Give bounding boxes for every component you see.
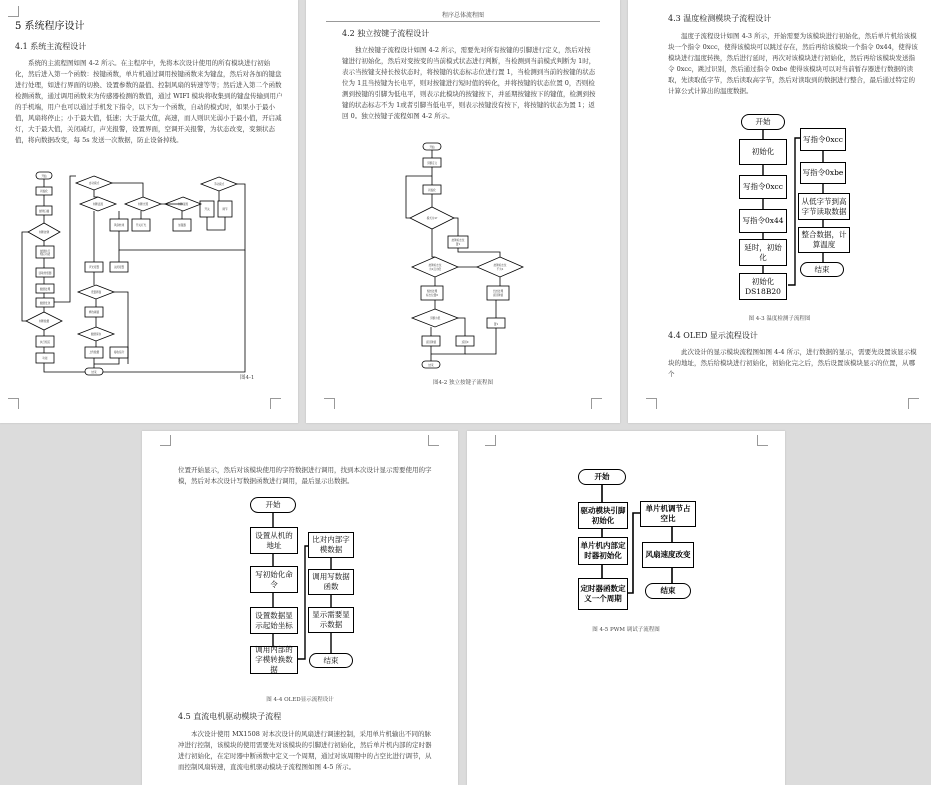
- document-page-1: [0, 0, 298, 423]
- flow-duty-cycle: 单片机调节占空比: [640, 501, 696, 527]
- svg-text:开关灯光: 开关灯光: [135, 224, 147, 227]
- section-heading: 4.1 系统主流程设计: [15, 42, 87, 51]
- svg-text:开始: 开始: [41, 175, 47, 178]
- document-page-4: [142, 431, 458, 785]
- flow-cmd-be: 写指令0xbe: [800, 162, 846, 184]
- svg-text:判断按键: 判断按键: [38, 231, 50, 234]
- svg-text:按键扫描: 按键扫描: [38, 210, 50, 213]
- section-heading: 4.3 温度检测模块子流程设计: [668, 14, 772, 23]
- flow-set-position: 设置数据显示起始坐标: [250, 607, 298, 634]
- svg-text:判断光照: 判断光照: [137, 203, 149, 206]
- svg-text:置1: 置1: [493, 323, 499, 326]
- svg-text:按键执行: 按键执行: [39, 250, 51, 253]
- svg-text:读取传感器: 读取传感器: [38, 272, 52, 275]
- figure-caption: 图 4-5 PWM 调试子流程图: [592, 627, 660, 633]
- svg-text:调节: 调节: [222, 208, 228, 211]
- svg-text:返回键值: 返回键值: [425, 341, 437, 344]
- body-paragraph: 本次设计使用 MX1508 对本次设计的风扇进行调速控制，采用单片机输出不同的脉冲进行控制，该模块的使用需要先对该模块的引脚进行初始化，然后单片机内部的定时器进行初始化，在定时器中断函数中定义一个周期，通过对该周期中的占空比进行调节，从而控制风扇转速，直流电机驱动模块子流程图如图 4-5 所示。: [178, 730, 432, 771]
- flow-delay-init: 延时，初始化: [739, 239, 787, 266]
- flow-call-write: 调用写数据函数: [308, 569, 354, 595]
- svg-text:上传数据: 上传数据: [88, 351, 100, 354]
- flow-start: 开始: [250, 497, 296, 513]
- svg-text:开关: 开关: [204, 208, 210, 211]
- main-flowchart: [0, 0, 298, 423]
- svg-text:功能: 功能: [42, 357, 48, 360]
- flow-end: 结束: [645, 583, 691, 599]
- svg-text:设置界面: 设置界面: [90, 291, 102, 294]
- svg-text:数据发送: 数据发送: [39, 302, 51, 305]
- flow-init: 初始化: [739, 139, 787, 165]
- svg-text:置1: 置1: [455, 243, 461, 246]
- flow-end: 结束: [800, 262, 844, 277]
- flow-start: 开始: [578, 469, 626, 485]
- svg-text:修改阈值: 修改阈值: [88, 311, 100, 314]
- corner-mark: [324, 398, 335, 409]
- svg-text:引脚定义: 引脚定义: [426, 162, 438, 165]
- svg-text:标志位置0: 标志位置0: [425, 294, 439, 297]
- body-paragraph: 独立按键子流程设计如图 4-2 所示，需要先对所有按键的引脚进行定义，然后对按键进行初始化，然后对变按变的当前模式状态进行判断，当检测到当前模式判断为 1时，表示当按键支持长按状态时，将按键的状态标志位进行置 1，当检测到当前的按键的状态位为 1且当按键为长电平，则对按键进行短时值的转化，并将按键的状态位置 0，否则检测到按键的引脚为低电平，则表示此模块的按键按下，并延期按键按下的键值，检测到按键的状态标志不为 1或者引脚当低电平，则表示按键没有按下，将按键的状态为置 1；返回 0。独立按键子流程如图 4-2 所示。: [342, 46, 596, 120]
- document-page-3: [628, 0, 931, 423]
- corner-mark: [908, 398, 919, 409]
- svg-text:接收指令: 接收指令: [113, 351, 125, 354]
- svg-text:判断温度: 判断温度: [92, 203, 104, 206]
- flow-call-font: 调用内部的字模转换数据: [250, 646, 298, 674]
- flow-end: 结束: [309, 653, 353, 668]
- flow-write-init-cmd: 写初始化命令: [250, 566, 298, 593]
- svg-text:风扇转速: 风扇转速: [113, 224, 125, 227]
- svg-text:结束: 结束: [428, 364, 434, 367]
- body-paragraph: 系统的主流程图如图 4-2 所示。在主程序中，先将本次设计使用的所有模块进行初始化，然后进入第一个函数：按键函数，单片机通过调用按键函数来为键盘，然后对各加的键盘进行处理，如进行界面的切换、设置参数的最值、控制风扇的转速等等；然后进入第二个函数检测函数，通过调用函数来为传感器检测的数值，通过 WIFI 模块将收集到的键盘传输到用户的手机端，用户也可以通过手机发下指令，以下为一个函数，自动的模式时，如果小于最小值，风扇将停止；小于最大值，低速；大于最大值，高速，而人则识光弱小于最小值，开启减灯，大于最大值，关闭减灯，声光报警，设置界面，空调开关报警，为状态改变，变频状态值，将向数据改变，每 5s 发送一次数据，防止设备掉线。: [15, 59, 283, 144]
- svg-text:加湿器: 加湿器: [178, 224, 186, 227]
- flow-cmd-cc: 写指令0xcc: [739, 175, 787, 199]
- flow-set-address: 设置从机的地址: [250, 527, 298, 554]
- corner-mark: [8, 6, 19, 17]
- corner-mark: [591, 398, 602, 409]
- body-paragraph: 位置开始显示，然后对该模块使用的字符数据进行调用，找到本次设计显示需要使用的字模，然后对本次设计写数据函数进行调用，最后显示出数据。: [178, 466, 432, 485]
- svg-text:按键标志位: 按键标志位: [451, 239, 465, 242]
- svg-text:按键标志位: 按键标志位: [428, 264, 442, 267]
- svg-text:为1且为低: 为1且为低: [428, 268, 442, 271]
- svg-text:判断数据: 判断数据: [38, 320, 50, 323]
- key-flowchart: [306, 0, 620, 423]
- svg-text:执行相应: 执行相应: [39, 341, 51, 344]
- document-page-5: [467, 431, 785, 785]
- svg-text:返回键值: 返回键值: [492, 294, 504, 297]
- flow-cmd-44: 写指令0x44: [739, 209, 787, 233]
- chapter-heading: 5 系统程序设计: [15, 21, 85, 32]
- figure-caption: 图 4-4 OLED显示流程设计: [266, 697, 334, 703]
- flow-calc-temp: 整合数据，计算温度: [798, 227, 850, 253]
- figure-caption: 图4-2 独立按键子流程图: [432, 380, 494, 386]
- svg-text:不为1: 不为1: [496, 268, 504, 271]
- svg-text:声光报警: 声光报警: [88, 266, 100, 269]
- svg-text:返回0: 返回0: [461, 341, 469, 344]
- svg-text:结束: 结束: [91, 371, 97, 374]
- document-page-2: [306, 0, 620, 423]
- body-paragraph: 此次设计的显示模块流程图如图 4-4 所示，进行数据的显示，需要先设置该显示模块的地址，然后给模块进行初始化，初始化完之后，然后设置该模块显示的位置，从哪个: [668, 348, 917, 378]
- svg-text:自动模式: 自动模式: [88, 182, 100, 185]
- svg-text:按键标志位: 按键标志位: [493, 264, 507, 267]
- page-header: 程序总体流程图: [441, 12, 484, 19]
- figure-caption: 图4-1: [240, 375, 255, 381]
- svg-text:模式为1?: 模式为1?: [426, 217, 438, 220]
- svg-text:初始化: 初始化: [428, 189, 436, 192]
- corner-mark: [270, 398, 281, 409]
- flow-read-bytes: 从低字节到高字节读取数据: [798, 193, 850, 220]
- svg-text:数据保存: 数据保存: [90, 333, 102, 336]
- section-heading: 4.5 直流电机驱动模块子流程: [178, 712, 282, 721]
- flow-start: 开始: [741, 114, 785, 130]
- svg-text:长按处理: 长按处理: [492, 290, 504, 293]
- section-heading: 4.2 独立按键子流程设计: [342, 29, 430, 38]
- flow-pin-init: 驱动模块引脚初始化: [578, 502, 628, 529]
- svg-text:初始化: 初始化: [40, 190, 48, 193]
- svg-text:手动模式: 手动模式: [213, 183, 225, 186]
- flow-timer-period: 定时器函数定义一个周期: [578, 578, 628, 610]
- svg-text:引脚为低: 引脚为低: [429, 317, 441, 320]
- flow-timer-init: 单片机内部定时器初始化: [578, 537, 628, 565]
- figure-caption: 图 4-3 温度检测子流程图: [748, 316, 811, 322]
- corner-mark: [8, 398, 19, 409]
- svg-text:判断湿度: 判断湿度: [177, 203, 189, 206]
- svg-text:数据处理: 数据处理: [39, 288, 51, 291]
- flow-compare-font: 比对内部字模数据: [308, 532, 354, 558]
- section-heading: 4.4 OLED 显示流程设计: [668, 331, 758, 340]
- flow-cmd-cc-2: 写指令0xcc: [800, 128, 846, 151]
- svg-text:关闭报警: 关闭报警: [113, 266, 125, 269]
- svg-text:开始: 开始: [429, 146, 435, 149]
- body-paragraph: 温度子流程设计如图 4-3 所示，开始需要为该模块进行初始化，然后单片机给该模块一个指令 0xcc，使得该模块可以跳过存在，然后再给该模块一个指令 0x44，使得该模块进行温度转换，然后进行延时，再次对该模块进行初始化，然后再给该模块发送指令 0xcc，跳过识别，然后通过指令 0xbe 使得该模块可以对当前暂存器进行数据的读取，先读取低字节，然后读取高字节，然后对读取到的数据进行整合，最后通过特定的计算公式计算出的温度数据。: [668, 32, 918, 95]
- flow-show-data: 显示需要显示数据: [308, 607, 354, 633]
- corner-mark: [646, 398, 657, 409]
- flow-init-ds18b20: 初始化DS18B20: [739, 273, 787, 300]
- svg-text:短按处理: 短按处理: [426, 290, 438, 293]
- flow-fan-speed: 风扇速度改变: [642, 542, 694, 568]
- svg-text:相应功能: 相应功能: [39, 253, 51, 256]
